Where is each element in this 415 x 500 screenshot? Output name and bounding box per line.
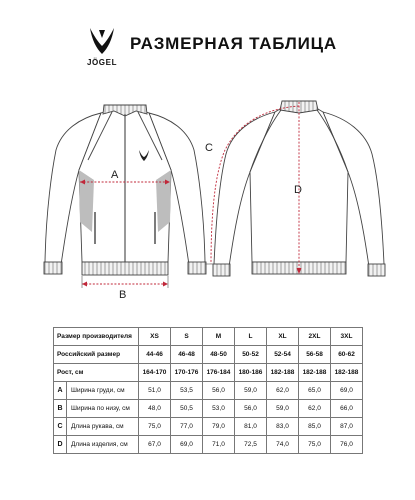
table-cell: 46-48 bbox=[171, 346, 203, 364]
table-cell: 48,0 bbox=[139, 400, 171, 418]
page-title: РАЗМЕРНАЯ ТАБЛИЦА bbox=[130, 34, 337, 53]
table-cell: 74,0 bbox=[267, 436, 299, 454]
table-cell: 72,5 bbox=[235, 436, 267, 454]
size-header: 2XL bbox=[299, 328, 331, 346]
table-row bbox=[54, 400, 363, 418]
size-header: XL bbox=[267, 328, 299, 346]
table-cell: 62,0 bbox=[299, 400, 331, 418]
table-cell: 53,5 bbox=[171, 382, 203, 400]
front-left-side-panel bbox=[79, 170, 94, 232]
manufacturer-size-label: Размер производителя bbox=[54, 328, 139, 346]
size-header: S bbox=[171, 328, 203, 346]
table-cell: 76,0 bbox=[331, 436, 363, 454]
measure-b-label: B bbox=[119, 289, 127, 301]
height-label: Рост, см bbox=[54, 364, 139, 382]
table-cell: 176-184 bbox=[203, 364, 235, 382]
table-cell: 69,0 bbox=[171, 436, 203, 454]
height-row bbox=[54, 364, 363, 382]
front-view bbox=[44, 105, 206, 275]
table-cell: 60-62 bbox=[331, 346, 363, 364]
row-label: Длина изделия, см bbox=[67, 436, 139, 454]
table-cell: 50-52 bbox=[235, 346, 267, 364]
size-header: 3XL bbox=[331, 328, 363, 346]
table-cell: 69,0 bbox=[331, 382, 363, 400]
table-cell: 85,0 bbox=[299, 418, 331, 436]
table-cell: 56-58 bbox=[299, 346, 331, 364]
row-letter: B bbox=[54, 400, 67, 418]
russian-size-row bbox=[54, 346, 363, 364]
table-cell: 182-188 bbox=[299, 364, 331, 382]
table-row bbox=[54, 382, 363, 400]
header bbox=[0, 0, 415, 80]
measure-d-label: D bbox=[294, 184, 302, 196]
size-header: M bbox=[203, 328, 235, 346]
front-right-cuff bbox=[188, 262, 206, 274]
table-cell: 67,0 bbox=[139, 436, 171, 454]
table-cell: 65,0 bbox=[299, 382, 331, 400]
table-cell: 182-188 bbox=[267, 364, 299, 382]
table-cell: 53,0 bbox=[203, 400, 235, 418]
table-cell: 87,0 bbox=[331, 418, 363, 436]
row-letter: C bbox=[54, 418, 67, 436]
table-cell: 48-50 bbox=[203, 346, 235, 364]
table-cell: 44-46 bbox=[139, 346, 171, 364]
jacket-diagrams bbox=[0, 82, 415, 322]
table-cell: 75,0 bbox=[299, 436, 331, 454]
row-letter: D bbox=[54, 436, 67, 454]
back-right-cuff bbox=[368, 264, 385, 276]
table-cell: 62,0 bbox=[267, 382, 299, 400]
table-cell: 77,0 bbox=[171, 418, 203, 436]
measure-a-label: A bbox=[111, 169, 119, 181]
row-label: Ширина груди, см bbox=[67, 382, 139, 400]
table-cell: 170-176 bbox=[171, 364, 203, 382]
table-cell: 66,0 bbox=[331, 400, 363, 418]
measure-c-label: C bbox=[205, 142, 213, 154]
table-cell: 59,0 bbox=[267, 400, 299, 418]
front-right-side-panel bbox=[156, 170, 171, 232]
table-cell: 164-170 bbox=[139, 364, 171, 382]
table-cell: 180-186 bbox=[235, 364, 267, 382]
size-table bbox=[53, 327, 363, 454]
table-cell: 59,0 bbox=[235, 382, 267, 400]
table-cell: 56,0 bbox=[235, 400, 267, 418]
jogel-mark-icon bbox=[86, 26, 118, 56]
table-cell: 51,0 bbox=[139, 382, 171, 400]
table-cell: 56,0 bbox=[203, 382, 235, 400]
size-header: XS bbox=[139, 328, 171, 346]
table-cell: 52-54 bbox=[267, 346, 299, 364]
row-letter: A bbox=[54, 382, 67, 400]
row-label: Длина рукава, см bbox=[67, 418, 139, 436]
size-header: L bbox=[235, 328, 267, 346]
front-left-cuff bbox=[44, 262, 62, 274]
table-cell: 182-188 bbox=[331, 364, 363, 382]
table-row bbox=[54, 436, 363, 454]
back-left-cuff bbox=[213, 264, 230, 276]
brand-name: JÖGEL bbox=[86, 58, 118, 67]
russian-size-label: Российский размер bbox=[54, 346, 139, 364]
front-hem bbox=[82, 262, 168, 275]
table-row bbox=[54, 418, 363, 436]
table-cell: 75,0 bbox=[139, 418, 171, 436]
table-cell: 83,0 bbox=[267, 418, 299, 436]
row-label: Ширина по низу, см bbox=[67, 400, 139, 418]
table-cell: 79,0 bbox=[203, 418, 235, 436]
table-header-row bbox=[54, 328, 363, 346]
brand-logo bbox=[80, 26, 124, 74]
table-cell: 50,5 bbox=[171, 400, 203, 418]
table-cell: 71,0 bbox=[203, 436, 235, 454]
table-cell: 81,0 bbox=[235, 418, 267, 436]
